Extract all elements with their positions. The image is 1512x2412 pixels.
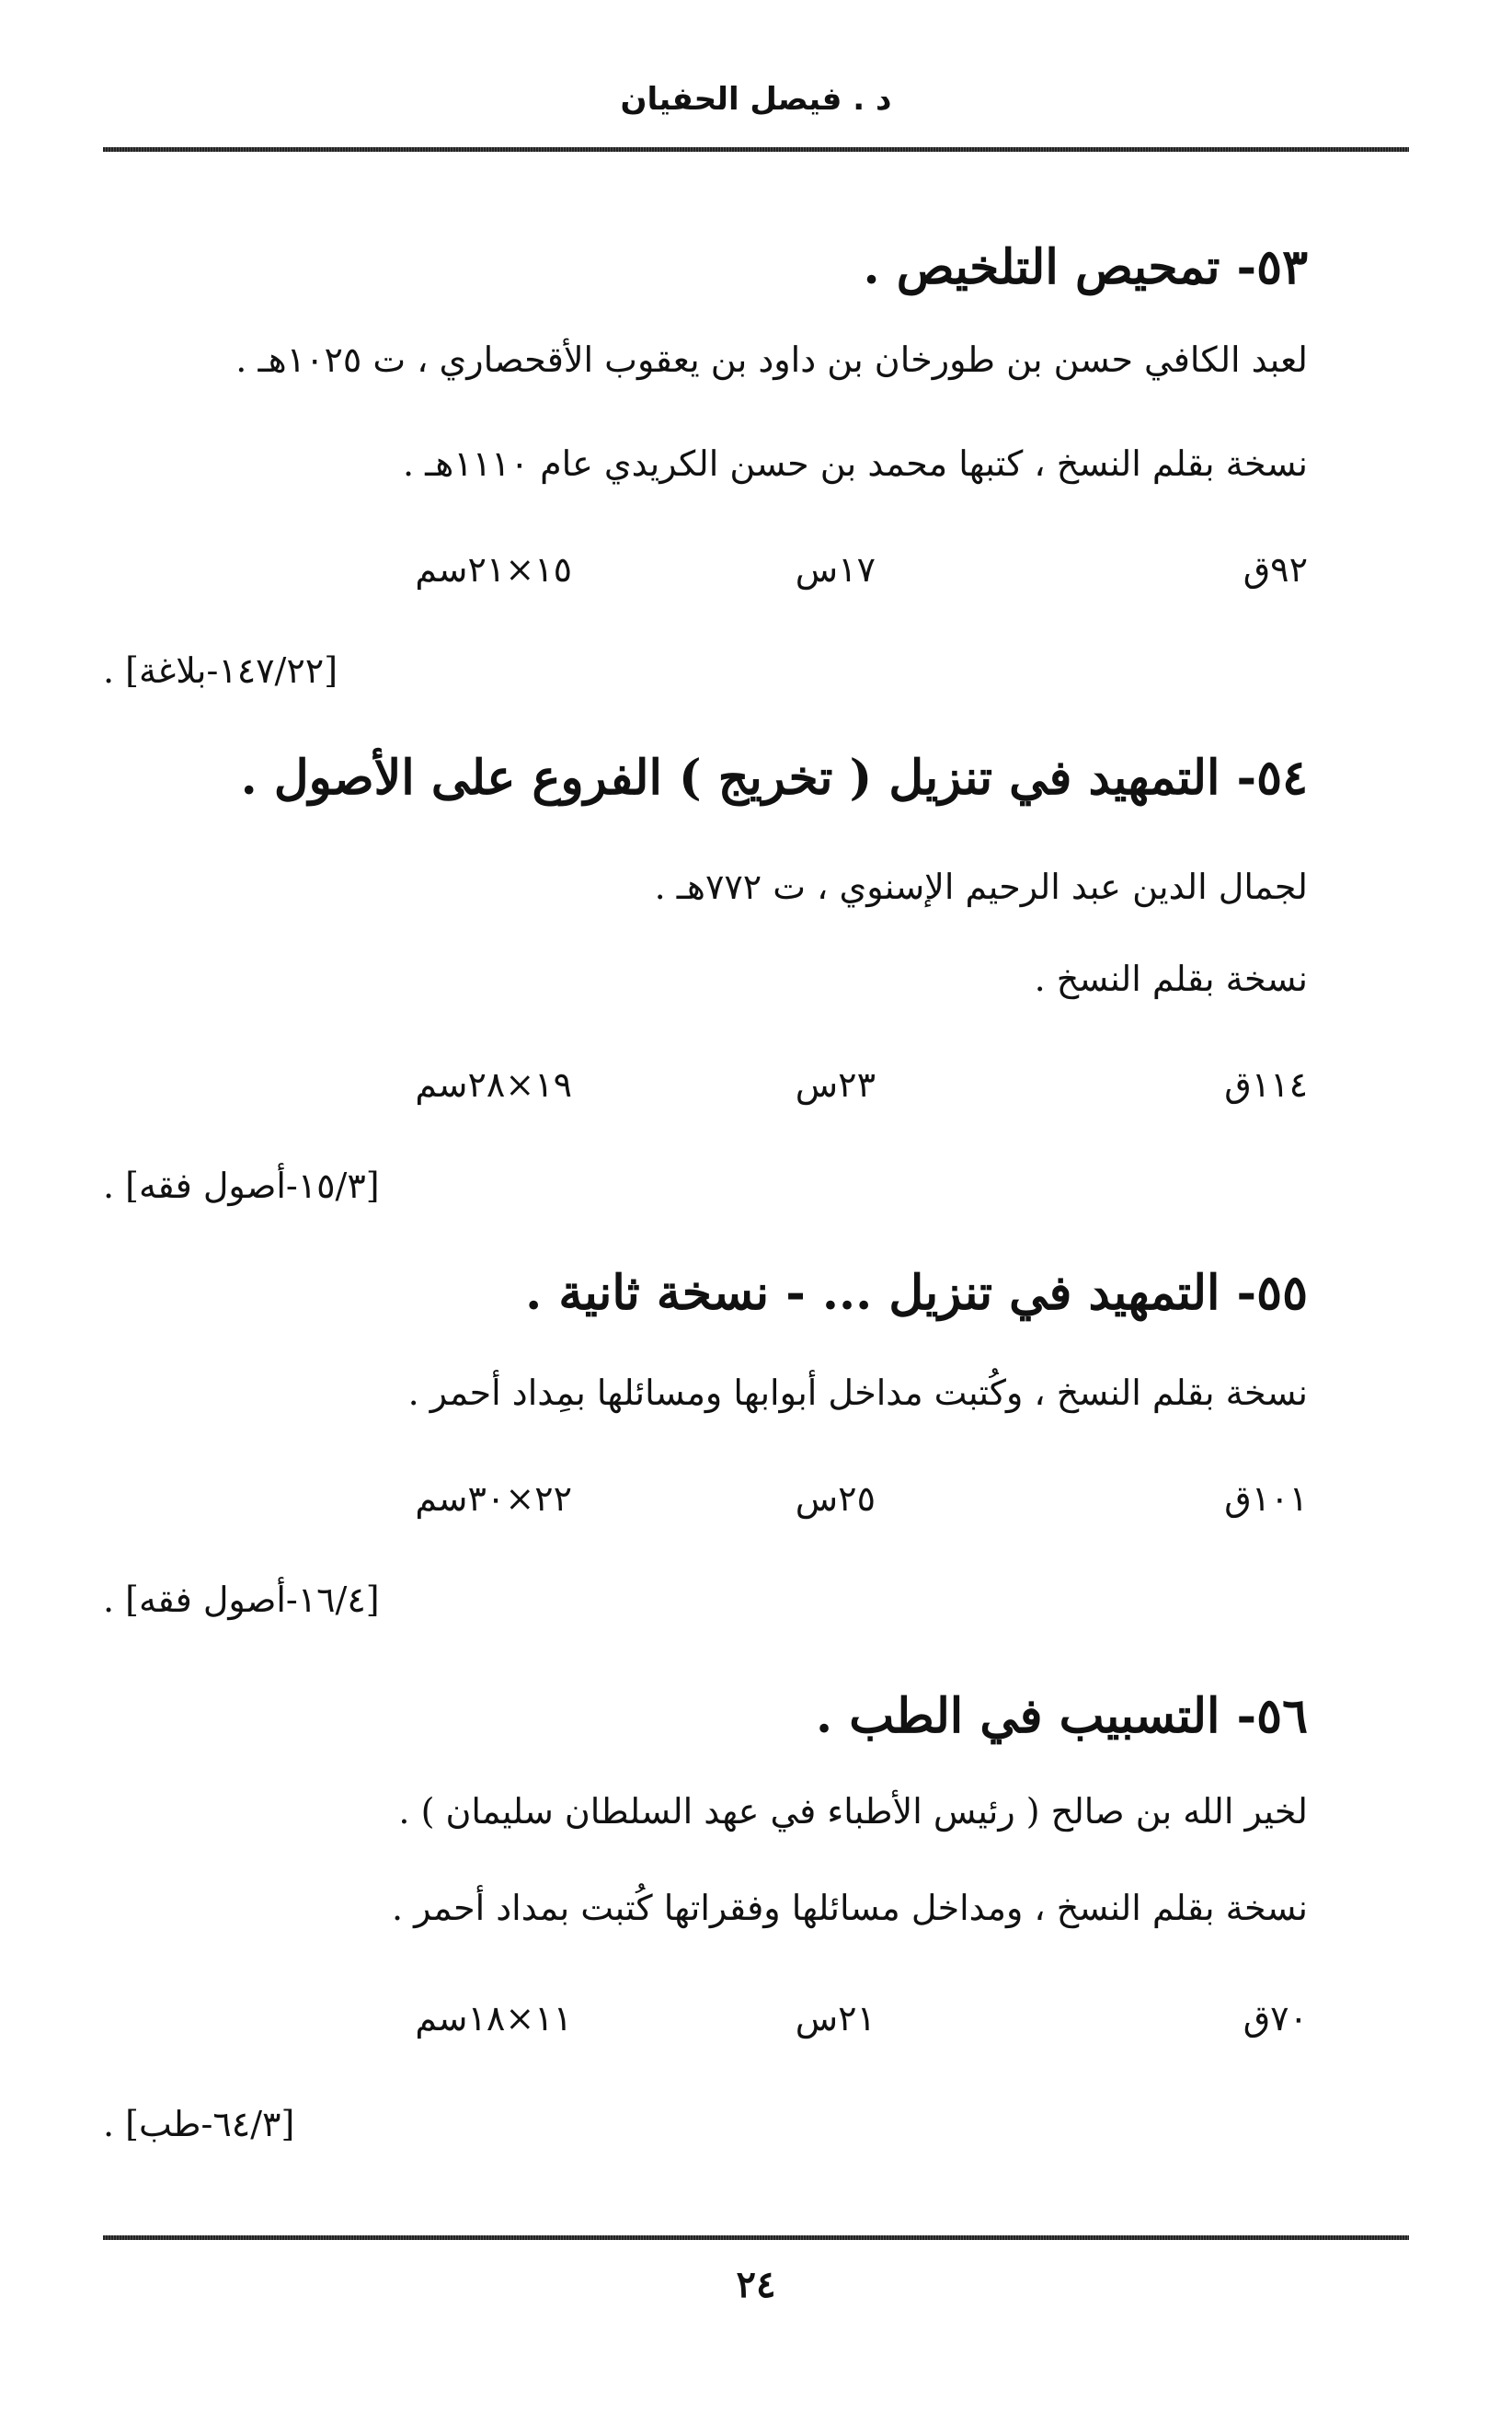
entry-author-line: لعبد الكافي حسن بن طورخان بن داود بن يعقوب الأقحصاري ، ت ١٠٢٥هـ . (235, 339, 1308, 380)
page-size: ١١×١٨سم (415, 1998, 572, 2039)
entry-meta-row (103, 1998, 1308, 2047)
lines-count: ٢١س (795, 1998, 876, 2039)
shelf-reference: [١٥/٣-أصول فقه] . (103, 1166, 380, 1206)
entry-heading: ٥٥- التمهيد في تنزيل ... - نسخة ثانية . (525, 1265, 1308, 1321)
entry-meta-row (103, 1478, 1308, 1527)
page-size: ١٥×٢١سم (415, 549, 572, 590)
entry-meta-row (103, 549, 1308, 598)
shelf-reference: [١٦/٤-أصول فقه] . (103, 1579, 380, 1620)
page-number: ٢٤ (736, 2263, 776, 2306)
page-header-title: د . فيصل الحفيان (620, 81, 892, 118)
page-size: ٢٢×٣٠سم (415, 1478, 572, 1519)
leaves-count: ١١٤ق (1224, 1064, 1308, 1105)
entry-heading: ٥٤- التمهيد في تنزيل ( تخريج ) الفروع على الأصول . (240, 750, 1308, 806)
entry-meta-row (103, 1064, 1308, 1113)
lines-count: ١٧س (795, 549, 876, 590)
entry-heading: ٥٦- التسبيب في الطب . (816, 1688, 1308, 1744)
leaves-count: ١٠١ق (1224, 1478, 1308, 1519)
leaves-count: ٩٢ق (1243, 549, 1308, 590)
entry-copy-line: نسخة بقلم النسخ ، ومداخل مسائلها وفقراتها كُتبت بمداد أحمر . (392, 1888, 1308, 1928)
entry-copy-line: نسخة بقلم النسخ ، كتبها محمد بن حسن الكريدي عام ١١١٠هـ . (403, 443, 1308, 484)
page-size: ١٩×٢٨سم (415, 1064, 572, 1105)
shelf-reference: [٦٤/٣-طب] . (103, 2104, 295, 2144)
footer-divider (103, 2235, 1409, 2240)
entry-copy-line: نسخة بقلم النسخ ، وكُتبت مداخل أبوابها ومسائلها بمِداد أحمر . (407, 1373, 1308, 1413)
lines-count: ٢٣س (795, 1064, 876, 1105)
entry-author-line: لخير الله بن صالح ( رئيس الأطباء في عهد السلطان سليمان ) . (398, 1791, 1308, 1832)
leaves-count: ٧٠ق (1243, 1998, 1308, 2039)
shelf-reference: [١٤٧/٢٢-بلاغة] . (103, 650, 338, 691)
lines-count: ٢٥س (795, 1478, 876, 1519)
entry-copy-line: نسخة بقلم النسخ . (1034, 959, 1308, 999)
entry-heading: ٥٣- تمحيص التلخيص . (863, 239, 1308, 295)
entry-author-line: لجمال الدين عبد الرحيم الإسنوي ، ت ٧٧٢هـ . (654, 867, 1308, 907)
header-divider (103, 147, 1409, 152)
